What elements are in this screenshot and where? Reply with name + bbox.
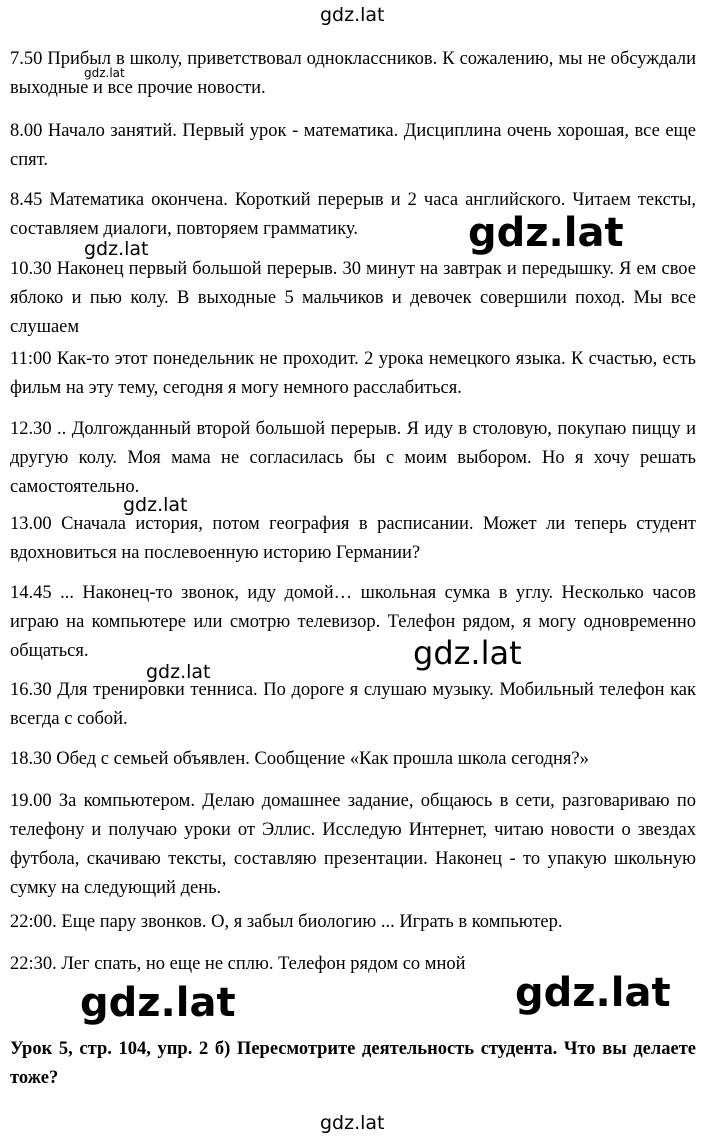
watermark: gdz.lat	[146, 661, 211, 683]
paragraph-1445: 14.45 ... Наконец-то звонок, иду домой… школьная сумка в углу. Несколько часов играю на компьютере или смотрю телевизор. Телефон рядом, я могу одновременно общаться.	[10, 583, 696, 661]
paragraph-1100: 11:00 Как-то этот понедельник не проходит. 2 урока немецкого языка. К счастью, есть фильм на эту тему, сегодня я могу немного расслабиться.	[10, 349, 696, 398]
paragraph-1230: 12.30 .. Долгожданный второй большой перерыв. Я иду в столовую, покупаю пиццу и другую колу. Моя мама не согласилась бы с моим выбором. Но я хочу решать самостоятельно.	[10, 419, 696, 497]
watermark-large: gdz.lat	[515, 970, 671, 1016]
paragraph-1300: 13.00 Сначала история, потом география в расписании. Может ли теперь студент вдохновиться на послевоенную историю Германии?	[10, 514, 696, 563]
paragraph-0845: 8.45 Математика окончена. Короткий перерыв и 2 часа английского. Читаем тексты, составляем диалоги, повторяем грамматику.	[10, 190, 696, 239]
paragraph-2200: 22:00. Еще пару звонков. О, я забыл биологию ... Играть в компьютер.	[10, 912, 563, 932]
watermark: gdz.lat	[84, 238, 149, 260]
paragraph-1030: 10.30 Наконец первый большой перерыв. 30 минут на завтрак и передышку. Я ем свое яблоко и пью колу. В выходные 5 мальчиков и девочек совершили поход. Мы все слушаем	[10, 259, 696, 337]
watermark-large: gdz.lat	[468, 210, 624, 256]
paragraph-1830: 18.30 Обед с семьей объявлен. Сообщение «Как прошла школа сегодня?»	[10, 749, 589, 769]
paragraph-0750: 7.50 Прибыл в школу, приветствовал одноклассников. К сожалению, мы не обсуждали выходные и все прочие новости.	[10, 49, 696, 98]
paragraph-0800: 8.00 Начало занятий. Первый урок - математика. Дисциплина очень хорошая, все еще спят.	[10, 121, 696, 170]
watermark-medium: gdz.lat	[413, 634, 522, 672]
paragraph-2230: 22:30. Лег спать, но еще не сплю. Телефон рядом со мной	[10, 954, 466, 974]
watermark-small: gdz.lat	[84, 66, 125, 80]
paragraph-1900: 19.00 За компьютером. Делаю домашнее задание, общаюсь в сети, разговариваю по телефону и получаю уроки от Эллис. Исследую Интернет, читаю новости о звездах футбола, скачиваю тексты, составляю презентации. Наконец - то упакую школьную сумку на следующий день.	[10, 791, 696, 898]
watermark-large: gdz.lat	[80, 980, 236, 1026]
watermark-bottom: gdz.lat	[320, 1112, 385, 1134]
task-heading: Урок 5, стр. 104, упр. 2 б) Пересмотрите деятельность студента. Что вы делаете тоже?	[10, 1039, 696, 1088]
paragraph-1630: 16.30 Для тренировки тенниса. По дороге я слушаю музыку. Мобильный телефон как всегда с собой.	[10, 680, 696, 729]
watermark-top: gdz.lat	[320, 4, 385, 26]
watermark: gdz.lat	[123, 494, 188, 516]
